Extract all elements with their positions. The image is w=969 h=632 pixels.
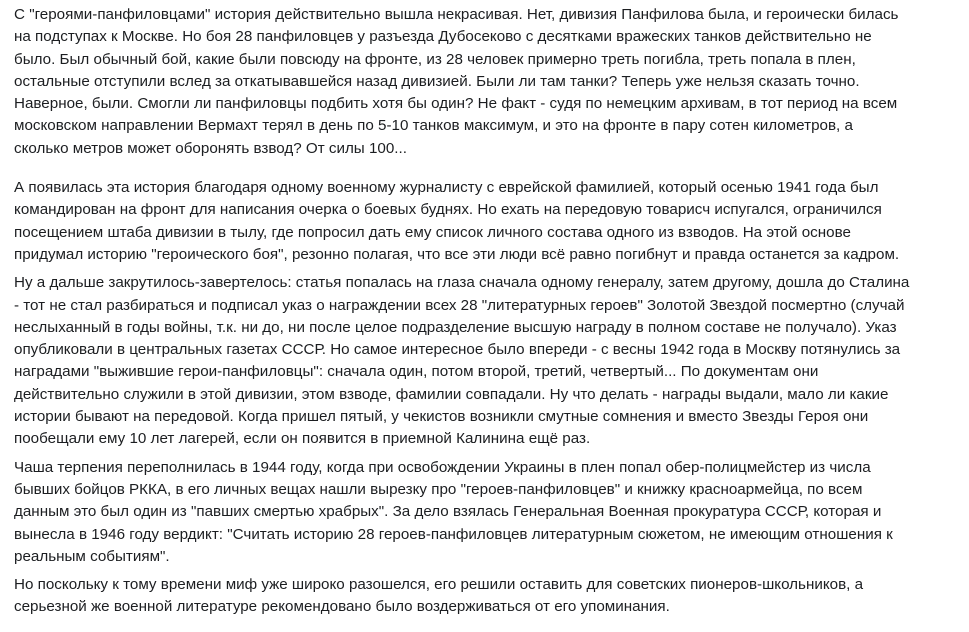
- text-line: реальным событиям".: [14, 547, 170, 565]
- text-line: Но поскольку к тому времени миф уже широко разошелся, его решили оставить для советских пионеров-школьников, а: [14, 576, 864, 594]
- text-line: действительно служили в этой дивизии, этом взводе, фамилии совпадали. Ну что делать - награды выдали, мало ли какие: [14, 385, 889, 403]
- text-line: - тот не стал разбираться и подписал указ о награждении всех 28 "литературных героев" Золотой Звездой посмертно (случай: [14, 296, 905, 314]
- text-line: придумал историю "героического боя", резонно полагая, что все эти люди всё равно погибнут и правда останется за кадром.: [14, 245, 900, 263]
- paragraph-3: [14, 272, 969, 450]
- paragraph-4: [14, 457, 969, 568]
- text-line: Наверное, были. Смогли ли панфиловцы подбить хотя бы один? Не факт - судя по немецким архивам, в тот период на всем: [14, 95, 898, 113]
- text-line: командирован на фронт для написания очерка о боевых буднях. Но ехать на передовую товарисч испугался, ограничился: [14, 201, 882, 219]
- text-line: пообещали ему 10 лет лагерей, если он появится в приемной Калинина ещё раз.: [14, 430, 591, 448]
- text-line: неслыханный в годы войны, т.к. ни до, ни после целое подразделение высшую награду в полном составе не получало). Указ: [14, 318, 897, 336]
- paragraph-5: [14, 574, 969, 619]
- text-line: данным это был один из "павших смертью храбрых". За дело взялась Генеральная Военная прокуратура СССР, которая и: [14, 503, 882, 521]
- text-line: бывших бойцов РККА, в его личных вещах нашли вырезку про "героев-панфиловцев" и книжку красноармейца, по всем: [14, 480, 863, 498]
- text-line: посещением штаба дивизии в тылу, где попросил дать ему список личного состава одного из взводов. На этой основе: [14, 223, 851, 241]
- text-line: серьезной же военной литературе рекомендовано было воздерживаться от его упоминания.: [14, 598, 670, 616]
- text-line: истории бывают на передовой. Когда пришел пятый, у чекистов возникли смутные сомнения и вместо Звезды Героя они: [14, 408, 869, 426]
- text-line: Чаша терпения переполнилась в 1944 году, когда при освобождении Украины в плен попал обер-полицмейстер из числа: [14, 458, 871, 476]
- text-line: опубликовали в центральных газетах СССР. Но самое интересное было впереди - с весны 1942 года в Москву потянулись за: [14, 341, 901, 359]
- post-body: [14, 4, 969, 619]
- text-line: остальные отступили вслед за откатывавшейся назад дивизией. Были ли там танки? Теперь уже нельзя сказать точно.: [14, 72, 860, 90]
- paragraph-1: [14, 4, 969, 160]
- text-line: вынесла в 1946 году вердикт: "Считать историю 28 героев-панфиловцев литературным сюжетом, не имеющим отношения к: [14, 525, 893, 543]
- text-line: московском направлении Вермахт терял в день по 5-10 танков максимум, и это на фронте в пару сотен километров, а: [14, 117, 853, 135]
- text-line: Ну а дальше закрутилось-завертелось: статья попалась на глаза сначала одному генералу, затем другому, дошла до Сталина: [14, 274, 910, 292]
- text-line: было. Был обычный бой, какие были повсюду на фронте, из 28 человек примерно треть погибла, треть попала в плен,: [14, 50, 856, 68]
- paragraph-2: [14, 177, 969, 266]
- text-line: на подступах к Москве. Но боя 28 панфиловцев у разъезда Дубосеково с десятками вражеских танков действительно не: [14, 28, 872, 46]
- text-line: сколько метров может оборонять взвод? От силы 100...: [14, 139, 407, 157]
- text-line: наградами "выжившие герои-панфиловцы": сначала один, потом второй, третий, четвертый... По документам они: [14, 363, 819, 381]
- text-line: С "героями-панфиловцами" история действительно вышла некрасивая. Нет, дивизия Панфилова была, и героически билась: [14, 6, 899, 23]
- text-line: А появилась эта история благодаря одному военному журналисту с еврейской фамилией, который осенью 1941 года был: [14, 179, 879, 197]
